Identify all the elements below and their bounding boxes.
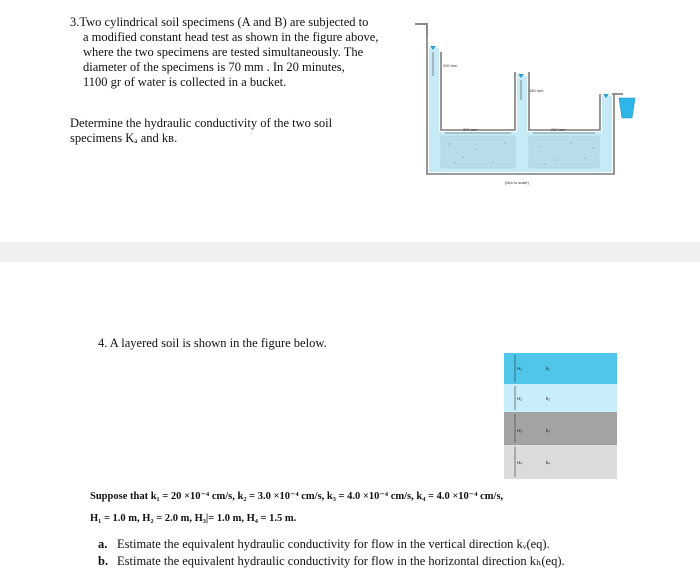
label-h3: H₃: [517, 428, 523, 433]
label-h2: H₂: [517, 396, 522, 401]
label-k3: k₃: [546, 428, 551, 433]
problem-3-line: a modified constant head test as shown in the figure above,: [83, 30, 379, 44]
problem-3-text: [70, 15, 400, 90]
problem-3-line: 3.Two cylindrical soil specimens (A and B) are subjected to: [70, 15, 369, 29]
part-a-text: Estimate the equivalent hydraulic conductivity for flow in the vertical direction kᵥ(eq).: [117, 537, 550, 551]
label-h1: H₁: [517, 366, 522, 371]
part-a-label: a.: [98, 537, 108, 551]
part-b: [98, 554, 565, 569]
task-line: Determine the hydraulic conductivity of the two soil: [70, 116, 333, 130]
soil-specimen-a: [441, 136, 515, 168]
part-b-label: b.: [98, 554, 109, 568]
label-k1: k₁: [546, 366, 550, 371]
problem-3-task: [70, 116, 370, 146]
heights-line: H₁ = 1.0 m, H₂ = 2.0 m, H₃|= 1.0 m, H₄ = 1.5 m.: [90, 513, 297, 524]
inflow-pipe: [415, 24, 427, 36]
layered-soil-figure: [504, 353, 617, 479]
task-line: specimens Kₐ and kʙ.: [70, 131, 178, 145]
label-h4: H₄: [517, 460, 523, 465]
label-200mm: 200 mm: [443, 63, 458, 68]
label-k4: k₄: [546, 460, 551, 465]
problem-3-card: [0, 0, 700, 242]
constant-head-test-figure: [405, 12, 655, 202]
soil-specimen-b: [529, 136, 599, 168]
suppose-line: Suppose that k₁ = 20 ×10⁻⁴ cm/s, k₂ = 3.0 ×10⁻⁴ cm/s, k₃ = 4.0 ×10⁻⁴ cm/s, k₄ = 4.0 ×10⁻⁴ cm/s,: [90, 491, 504, 502]
problem-3-line: 1100 gr of water is collected in a bucket.: [83, 75, 287, 89]
part-b-text: Estimate the equivalent hydraulic conductivity for flow in the horizontal direction kₕ(eq).: [117, 554, 565, 568]
problem-4-heading: 4. A layered soil is shown in the figure below.: [98, 336, 327, 350]
problem-3-line: diameter of the specimens is 70 mm . In 20 minutes,: [83, 60, 345, 74]
label-300mm: 300 mm: [463, 127, 478, 132]
bucket: [619, 98, 635, 118]
part-a: [98, 537, 550, 552]
label-250mm: 250 mm: [551, 127, 566, 132]
label-k2: k₂: [546, 396, 550, 401]
label-150mm: 150 mm: [529, 88, 544, 93]
label-not-to-scale: (Not to scale): [505, 180, 529, 185]
problem-3-line: where the two specimens are tested simultaneously. The: [83, 45, 364, 59]
